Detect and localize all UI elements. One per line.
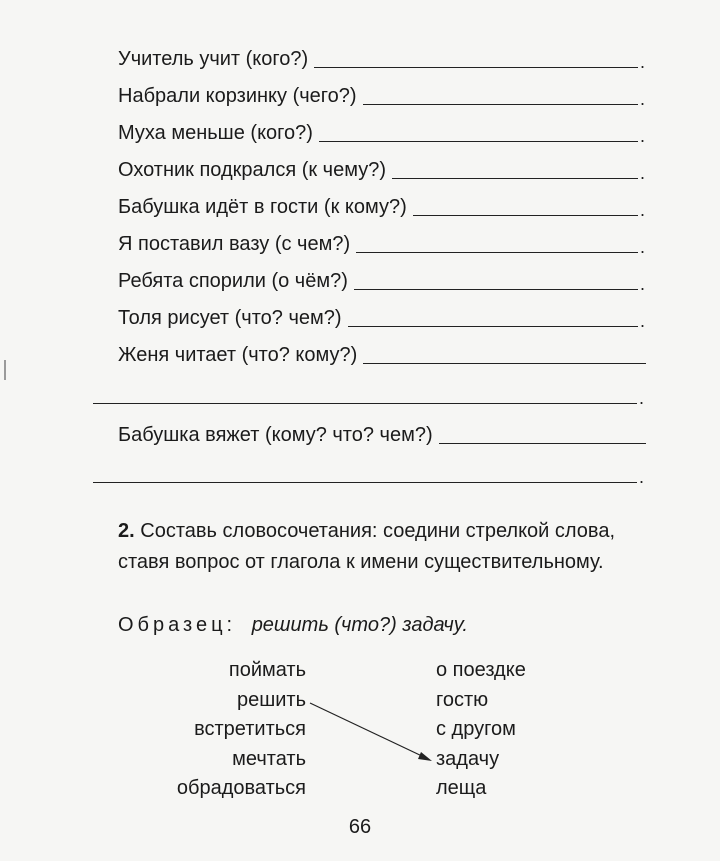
exercise-line-7: Ребята спорили (о чём?) . (118, 270, 646, 294)
answer-continuation-line-2[interactable]: . (93, 464, 645, 486)
verb-word[interactable]: мечтать (232, 747, 306, 770)
question-text: Бабушка идёт в гости (к кому?) (118, 196, 407, 218)
exercise-number: 2. (118, 520, 135, 542)
answer-blank[interactable] (363, 103, 638, 105)
sample-label: Образец: (118, 614, 237, 636)
verb-column (177, 656, 306, 804)
answer-blank[interactable] (354, 288, 638, 290)
noun-word[interactable]: о поездке (436, 659, 526, 681)
answer-continuation-line-1[interactable]: . (93, 385, 645, 407)
verb-word[interactable]: поймать (228, 659, 306, 681)
exercise-line-2: Набрали корзинку (чего?) . (118, 85, 646, 109)
question-text: Бабушка вяжет (кому? что? чем?) (118, 424, 433, 446)
exercise-line-1: Учитель учит (кого?) . (118, 48, 646, 72)
exercise-line-10 (118, 425, 646, 447)
question-text: Я поставил вазу (с чем?) (118, 233, 351, 255)
noun-column (436, 656, 526, 804)
exercise-line-3: Муха меньше (кого?) . (118, 122, 646, 146)
noun-word[interactable]: с другом (436, 718, 516, 740)
answer-blank[interactable] (439, 442, 646, 444)
question-text: Муха меньше (кого?) (118, 122, 313, 144)
page-number: 66 (348, 816, 372, 838)
question-text: Женя читает (что? кому?) (118, 344, 358, 366)
exercise-line-9 (118, 345, 646, 367)
answer-blank[interactable] (392, 177, 638, 179)
instruction-text: Составь словосочетания: соедини стрелкой слова, ставя вопрос от глагола к имени существительному. (118, 520, 616, 573)
exercise-line-8: Толя рисует (что? чем?) . (118, 307, 646, 331)
noun-word[interactable]: гостю (436, 688, 489, 711)
noun-word[interactable]: задачу (436, 747, 500, 770)
question-text: Охотник подкрался (к чему?) (118, 159, 386, 181)
exercise-line-6: Я поставил вазу (с чем?) . (118, 233, 646, 257)
question-text: Набрали корзинку (чего?) (118, 85, 357, 107)
verb-word[interactable]: решить (236, 688, 306, 711)
answer-blank[interactable] (356, 251, 638, 253)
answer-blank[interactable] (413, 214, 638, 216)
exercise-line-4: Охотник подкрался (к чему?) . (118, 159, 646, 183)
answer-blank[interactable] (314, 66, 638, 68)
exercise-line-5: Бабушка идёт в гости (к кому?) . (118, 196, 646, 220)
verb-word[interactable]: встретиться (194, 718, 306, 740)
noun-word[interactable]: леща (436, 777, 487, 799)
sample-example: решить (что?) задачу. (251, 614, 468, 636)
answer-blank[interactable] (348, 325, 638, 327)
page-edge-mark (4, 360, 6, 380)
exercise-2-instruction (118, 516, 658, 578)
question-text: Ребята спорили (о чём?) (118, 270, 348, 292)
question-text: Толя рисует (что? чем?) (118, 307, 342, 329)
answer-blank[interactable] (319, 140, 638, 142)
question-text: Учитель учит (кого?) (118, 48, 309, 70)
answer-blank[interactable] (363, 362, 646, 364)
verb-word[interactable]: обрадоваться (176, 777, 306, 799)
sample-line (118, 614, 468, 637)
